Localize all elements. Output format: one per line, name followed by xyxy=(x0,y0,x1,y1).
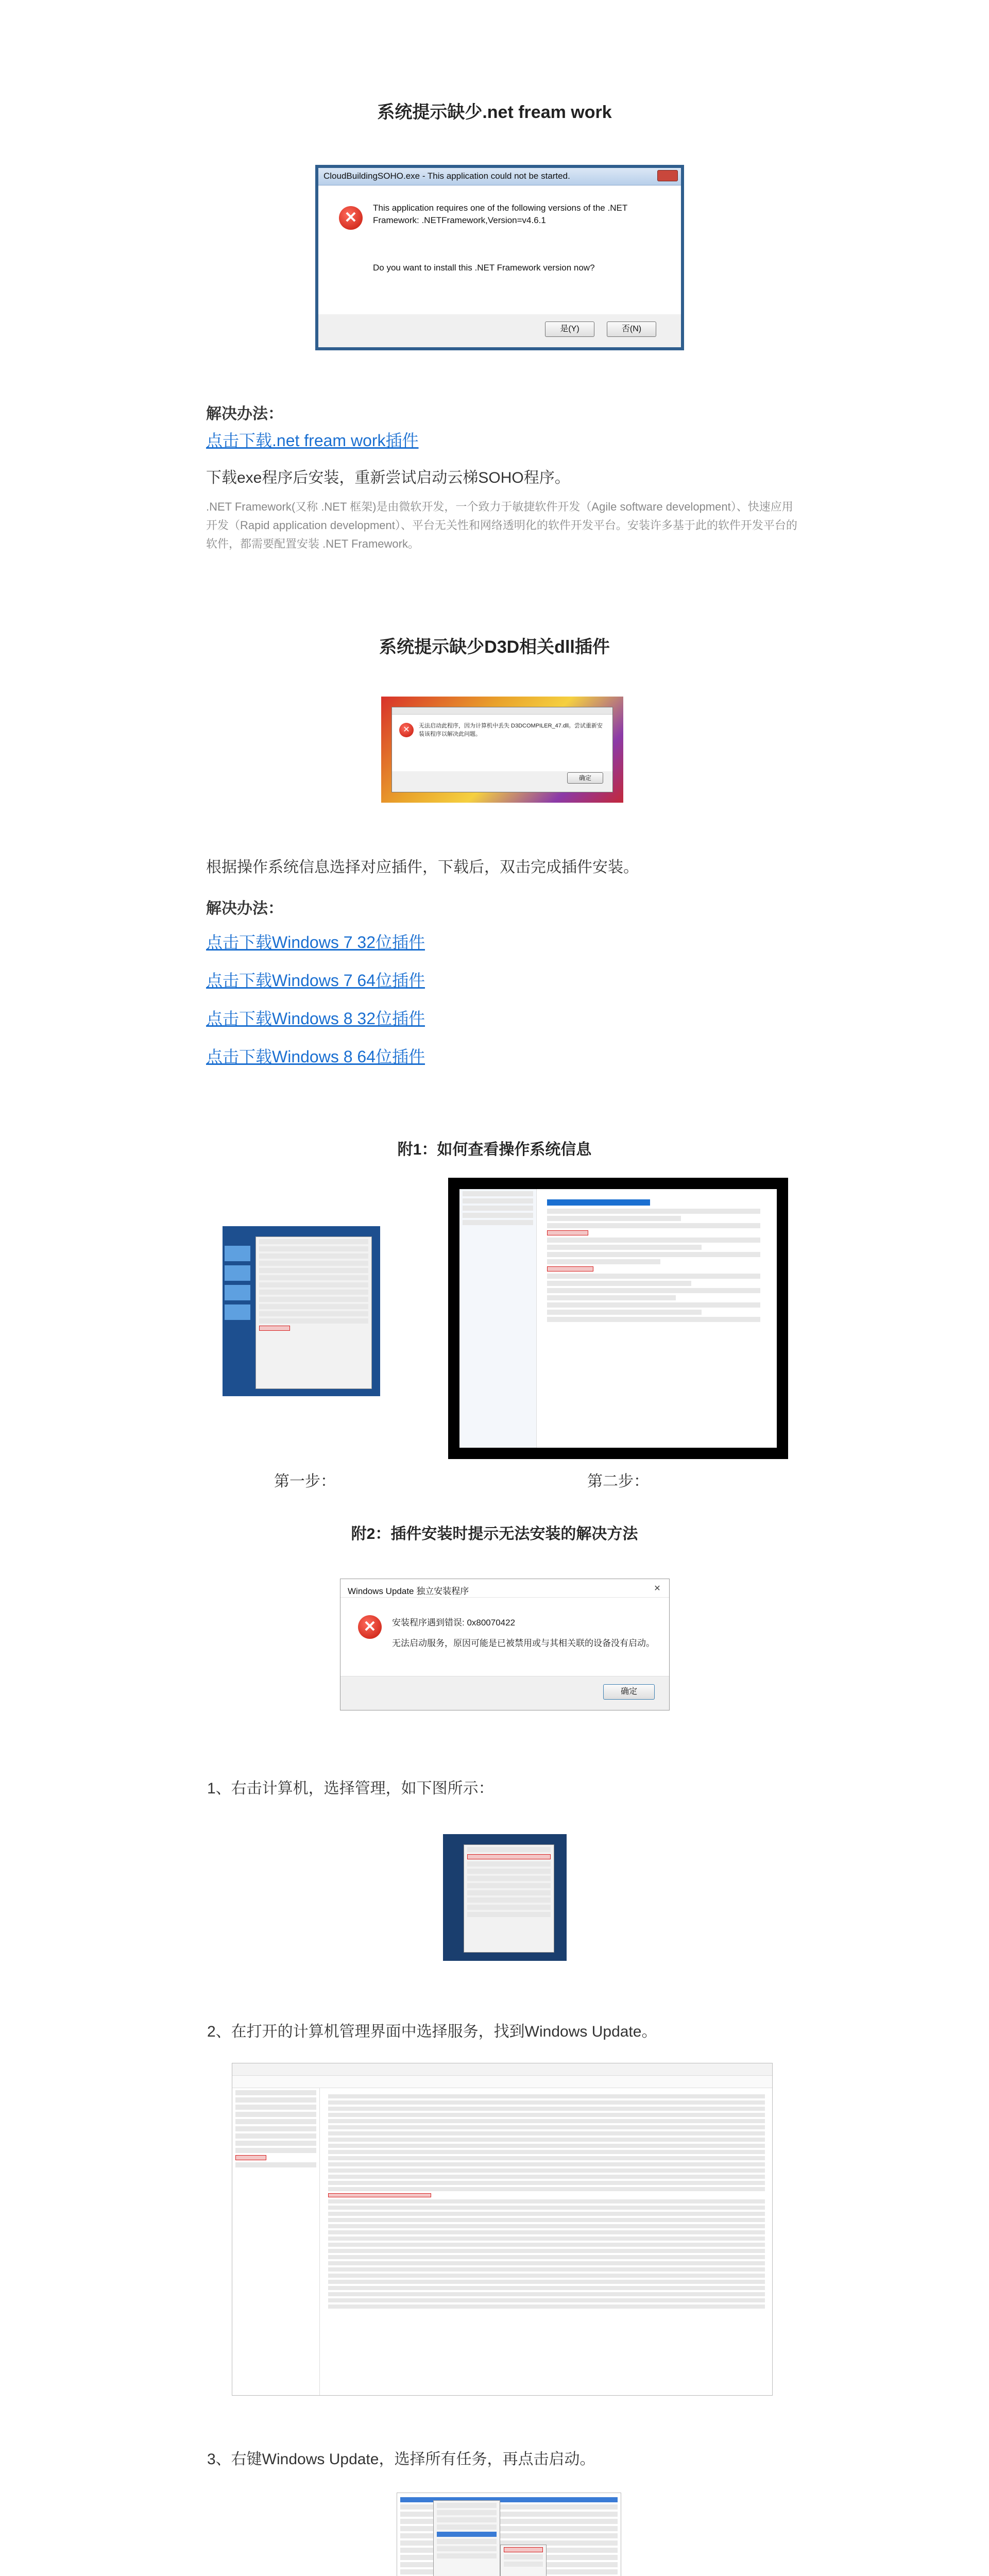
yes-button[interactable]: 是(Y) xyxy=(545,321,594,337)
d3d-solution-label: 解决办法： xyxy=(206,900,283,917)
d3d-error-screenshot xyxy=(381,697,623,803)
step1-screenshot xyxy=(223,1226,380,1396)
appendix2-title: 附2：插件安装时提示无法安装的解决方法 xyxy=(351,1526,638,1543)
d3d-error-message: 无法启动此程序，因为计算机中丢失 D3DCOMPILER_47.dll。尝试重新安装该程序以解决此问题。 xyxy=(419,723,603,737)
error-icon: ✕ xyxy=(339,206,363,230)
context-menu xyxy=(255,1236,372,1389)
dialog-message: This application requires one of the following versions of the .NET Framework: .NETFramework,Version=v4.6.1 xyxy=(373,203,627,225)
close-icon[interactable]: ✕ xyxy=(654,1584,661,1593)
wu-error-line2: 无法启动服务，原因可能是已被禁用或与其相关联的设备没有启动。 xyxy=(392,1638,655,1648)
windows-update-dialog xyxy=(340,1579,670,1710)
step-1-text: 1、右击计算机，选择管理，如下图所示： xyxy=(207,1780,494,1797)
error-icon: ✕ xyxy=(358,1615,382,1639)
download-win8-32-link[interactable]: 点击下载Windows 8 32位插件 xyxy=(206,1009,425,1028)
dialog-title: CloudBuildingSOHO.exe - This application could not be started. xyxy=(318,168,681,185)
services-screenshot xyxy=(232,2063,773,2396)
d3d-error-dialog xyxy=(391,707,613,792)
dialog-footer xyxy=(318,314,681,347)
d3d-instruction: 根据操作系统信息选择对应插件，下载后，双击完成插件安装。 xyxy=(206,859,639,876)
appendix1-title: 附1：如何查看操作系统信息 xyxy=(397,1141,592,1158)
section1-title: 系统提示缺少.net fream work xyxy=(377,103,612,122)
step1-label: 第一步： xyxy=(274,1473,336,1490)
all-tasks-screenshot xyxy=(397,2493,621,2576)
dotnet-download-link[interactable]: 点击下载.net fream work插件 xyxy=(206,431,419,450)
no-button[interactable]: 否(N) xyxy=(607,321,656,337)
download-win8-64-link[interactable]: 点击下载Windows 8 64位插件 xyxy=(206,1047,425,1066)
step2-screenshot xyxy=(448,1178,788,1459)
dialog-question: Do you want to install this .NET Framework version now? xyxy=(373,263,595,273)
ok-button[interactable]: 确定 xyxy=(567,772,603,784)
error-icon: ✕ xyxy=(399,723,414,737)
close-icon[interactable] xyxy=(657,170,678,181)
section2-title: 系统提示缺少D3D相关dll插件 xyxy=(379,637,610,657)
wu-ok-button[interactable]: 确定 xyxy=(603,1684,655,1700)
dotnet-error-dialog xyxy=(315,165,684,350)
download-win7-32-link[interactable]: 点击下载Windows 7 32位插件 xyxy=(206,933,425,952)
step-2-text: 2、在打开的计算机管理界面中选择服务，找到Windows Update。 xyxy=(207,2023,657,2040)
system-properties-window xyxy=(459,1189,777,1448)
install-instruction: 下载exe程序后安装，重新尝试启动云梯SOHO程序。 xyxy=(206,469,570,486)
manage-menu-screenshot xyxy=(443,1834,567,1961)
step-3-text: 3、右键Windows Update，选择所有任务，再点击启动。 xyxy=(207,2451,595,2468)
dialog-body xyxy=(318,185,681,314)
download-win7-64-link[interactable]: 点击下载Windows 7 64位插件 xyxy=(206,971,425,990)
wu-error-line1: 安装程序遇到错误: 0x80070422 xyxy=(392,1618,516,1628)
wu-dialog-title: Windows Update 独立安装程序 xyxy=(340,1579,669,1598)
solution-label: 解决办法： xyxy=(206,405,283,422)
step2-label: 第二步： xyxy=(587,1473,649,1490)
dotnet-description: .NET Framework(又称 .NET 框架)是由微软开发，一个致力于敏捷软件开发（Agile software development）、快速应用开发（Rapid application development）、平台无关性和网络透明化的软件开发平台。安装许多基于此的软件开发平台的软件，都需要配置安装 .NET Framework。 xyxy=(206,500,797,550)
